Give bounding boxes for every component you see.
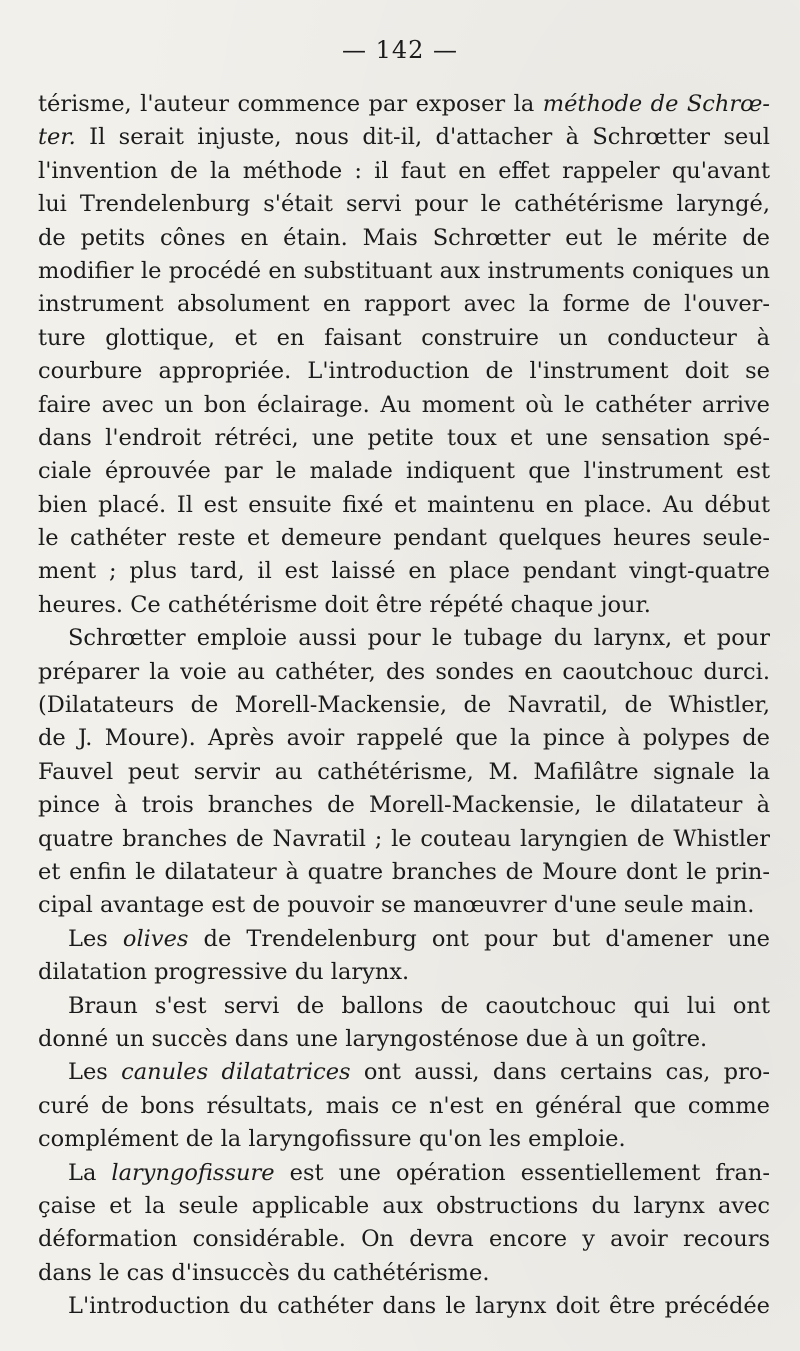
text-span: donné un succès dans une laryngosténose due à un goître. (38, 1025, 708, 1052)
text-span: heures. Ce cathétérisme doit être répété chaque jour. (38, 591, 651, 618)
italic-text: ter. (38, 124, 76, 151)
text-span: modifier le procédé en substituant aux instruments coniques un (38, 257, 770, 284)
text-line (38, 389, 770, 422)
text-line (38, 689, 770, 722)
italic-text: olives (122, 925, 189, 952)
text-span: instrument absolument en rapport avec la forme de l'ouver- (38, 291, 770, 318)
text-line (38, 1023, 770, 1056)
text-span: de Trendelenburg ont pour but d'amener une (188, 925, 770, 952)
text-line (38, 956, 770, 989)
text-line (38, 622, 770, 655)
text-span: ciale éprouvée par le malade indiquent que l'instrument est (38, 458, 770, 485)
text-span: térisme, l'auteur commence par exposer la (38, 91, 543, 117)
text-line (38, 856, 770, 889)
text-line (38, 121, 770, 154)
text-line (38, 355, 770, 388)
text-span: L'introduction du cathéter dans le larynx doit être précédée (68, 1293, 770, 1320)
text-line (38, 255, 770, 288)
text-span: Schrœtter emploie aussi pour le tubage du larynx, et pour (68, 625, 770, 652)
text-span: Les (68, 1059, 122, 1086)
text-span: de J. Moure). Après avoir rappelé que la pince à polypes de (38, 725, 770, 752)
text-line (38, 1090, 770, 1123)
text-line (38, 1290, 770, 1323)
text-span: dans l'endroit rétréci, une petite toux et une sensation spé- (38, 424, 770, 451)
text-line (38, 823, 770, 856)
text-line (38, 1190, 770, 1223)
text-span: cipal avantage est de pouvoir se manœuvrer d'une seule main. (38, 892, 755, 919)
text-span: curé de bons résultats, mais ce n'est en général que comme (38, 1092, 770, 1119)
text-span: le cathéter reste et demeure pendant quelques heures seule- (38, 525, 770, 552)
text-span: est une opération essentiellement fran- (274, 1159, 770, 1186)
text-line (38, 88, 770, 121)
text-span: Il serait injuste, nous dit-il, d'attacher à Schrœtter seul (75, 124, 770, 151)
text-span: ont aussi, dans certains cas, pro- (350, 1059, 770, 1086)
text-span: ture glottique, et en faisant construire un conducteur à (38, 324, 770, 351)
text-line (38, 589, 770, 622)
text-span: l'invention de la méthode : il faut en effet rappeler qu'avant (38, 157, 770, 184)
text-line (38, 288, 770, 321)
text-span: pince à trois branches de Morell-Mackensie, le dilatateur à (38, 792, 770, 819)
text-line (38, 1056, 770, 1089)
text-span: (Dilatateurs de Morell-Mackensie, de Navratil, de Whistler, (38, 692, 770, 719)
text-line (38, 222, 770, 255)
text-span: quatre branches de Navratil ; le couteau laryngien de Whistler (38, 825, 770, 852)
text-line (38, 422, 770, 455)
text-span: et enfin le dilatateur à quatre branches de Moure dont le prin- (38, 858, 770, 885)
text-span: dilatation progressive du larynx. (38, 959, 410, 986)
italic-text: méthode de Schrœ- (542, 91, 770, 117)
text-line (38, 322, 770, 355)
text-span: faire avec un bon éclairage. Au moment où le cathéter arrive (38, 391, 770, 418)
text-line (38, 188, 770, 221)
text-span: courbure appropriée. L'introduction de l'instrument doit se (38, 358, 770, 385)
text-line (38, 889, 770, 922)
text-line (38, 789, 770, 822)
text-span: dans le cas d'insuccès du cathétérisme. (38, 1259, 490, 1286)
text-line (38, 455, 770, 488)
text-line (38, 1223, 770, 1256)
text-line (38, 1257, 770, 1290)
text-span: de petits cônes en étain. Mais Schrœtter eut le mérite de (38, 224, 770, 251)
text-line (38, 155, 770, 188)
text-span: ment ; plus tard, il est laissé en place pendant vingt-quatre (38, 558, 770, 585)
text-span: lui Trendelenburg s'était servi pour le cathétérisme laryngé, (38, 191, 770, 218)
italic-text: canules dilatatrices (121, 1059, 351, 1086)
text-line (38, 1123, 770, 1156)
text-span: bien placé. Il est ensuite fixé et maintenu en place. Au début (38, 491, 770, 518)
body-text (38, 88, 770, 1323)
text-span: Les (68, 925, 123, 952)
page-number: — 142 — (341, 36, 459, 64)
text-line (38, 1157, 770, 1190)
text-line (38, 923, 770, 956)
italic-text: laryngofissure (111, 1159, 275, 1186)
text-span: çaise et la seule applicable aux obstructions du larynx avec (38, 1192, 770, 1219)
text-span: déformation considérable. On devra encore y avoir recours (38, 1226, 770, 1253)
text-line (38, 990, 770, 1023)
text-line (38, 656, 770, 689)
text-span: La (68, 1159, 112, 1186)
text-span: préparer la voie au cathéter, des sondes en caoutchouc durci. (38, 658, 770, 685)
text-span: Braun s'est servi de ballons de caoutchouc qui lui ont (68, 992, 770, 1019)
text-span: complément de la laryngofissure qu'on les emploie. (38, 1126, 626, 1153)
text-line (38, 756, 770, 789)
text-line (38, 722, 770, 755)
text-line (38, 489, 770, 522)
text-line (38, 555, 770, 588)
text-span: Fauvel peut servir au cathétérisme, M. Mafilâtre signale la (38, 758, 770, 785)
text-line (38, 522, 770, 555)
